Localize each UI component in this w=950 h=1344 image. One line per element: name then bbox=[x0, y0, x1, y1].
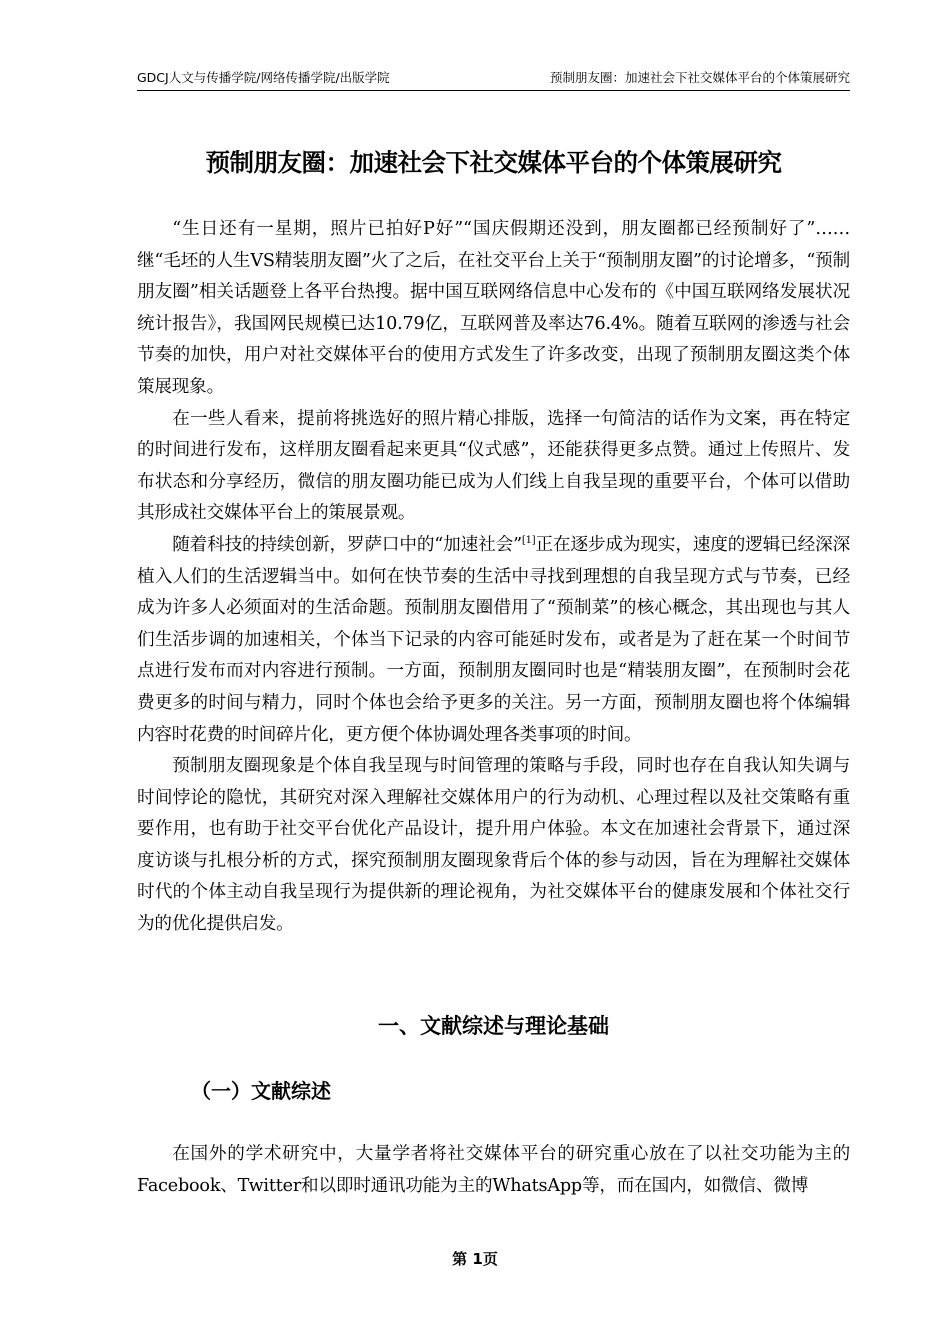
intro-paragraph-3-text-b: 正在逐步成为现实，速度的逻辑已经深深植入人们的生活逻辑当中。如何在快节奏的生活中寻找到理想的自我呈现方式与节奏，已经成为许多人必须面对的生活命题。预制朋友圈借用了“预制菜”的核心概念，其出现也与其人们生活步调的加速相关，个体当下记录的内容可能延时发布，或者是为了赶在某一个时间节点进行发布而对内容进行预制。一方面，预制朋友圈同时也是“精装朋友圈”，在预制时会花费更多的时间与精力，同时个体也会给予更多的关注。另一方面，预制朋友圈也将个体编辑内容时花费的时间碎片化，更方便个体协调处理各类事项的时间。 bbox=[137, 534, 850, 745]
intro-paragraph-4: 预制朋友圈现象是个体自我呈现与时间管理的策略与手段，同时也存在自我认知失调与时间悖论的隐忧，其研究对深入理解社交媒体用户的行为动机、心理过程以及社交策略有重要作用，也有助于社交平台优化产品设计，提升用户体验。本文在加速社会背景下，通过深度访谈与扎根分析的方式，探究预制朋友圈现象背后个体的参与动因，旨在为理解社交媒体时代的个体主动自我呈现行为提供新的理论视角，为社交媒体平台的健康发展和个体社交行为的优化提供启发。 bbox=[137, 756, 850, 935]
section-heading: 一、文献综述与理论基础 bbox=[378, 1014, 609, 1038]
section-paragraph-1: 在国外的学术研究中，大量学者将社交媒体平台的研究重心放在了以社交功能为主的Facebook、Twitter和以即时通讯功能为主的WhatsApp等，而在国内，如微信、微博 bbox=[137, 1144, 850, 1196]
intro-paragraph-2: 在一些人看来，提前将挑选好的照片精心排版，选择一句简洁的话作为文案，再在特定的时间进行发布，这样朋友圈看起来更具“仪式感”，还能获得更多点赞。通过上传照片、发布状态和分享经历，微信的朋友圈功能已成为人们线上自我呈现的重要平台，个体可以借助其形成社交媒体平台上的策展景观。 bbox=[137, 408, 850, 524]
header-institution: GDCJ人文与传播学院/网络传播学院/出版学院 bbox=[137, 70, 390, 85]
header-running-title: 预制朋友圈：加速社会下社交媒体平台的个体策展研究 bbox=[549, 70, 850, 85]
running-header bbox=[137, 68, 850, 91]
intro-body bbox=[137, 214, 850, 941]
page-number: 第 1页 bbox=[452, 1250, 498, 1268]
citation-ref-1[interactable]: [1] bbox=[521, 535, 536, 547]
intro-paragraph-1: “生日还有一星期，照片已拍好P好”“国庆假期还没到，朋友圈都已经预制好了”……继“毛坯的人生VS精装朋友圈”火了之后，在社交平台上关于“预制朋友圈”的讨论增多，“预制朋友圈”相关话题登上各平台热搜。据中国互联网络信息中心发布的《中国互联网络发展状况统计报告》，我国网民规模已达10.79亿，互联网普及率达76.4%。随着互联网的渗透与社会节奏的加快，用户对社交媒体平台的使用方式发生了许多改变，出现了预制朋友圈这类个体策展现象。 bbox=[137, 219, 850, 397]
intro-paragraph-3 bbox=[137, 530, 850, 751]
subsection-heading: （一）文献综述 bbox=[191, 1079, 331, 1103]
intro-paragraph-3-text-a: 随着科技的持续创新，罗萨口中的“加速社会” bbox=[172, 534, 522, 555]
paper-title: 预制朋友圈：加速社会下社交媒体平台的个体策展研究 bbox=[205, 148, 782, 177]
section-body bbox=[137, 1139, 850, 1202]
